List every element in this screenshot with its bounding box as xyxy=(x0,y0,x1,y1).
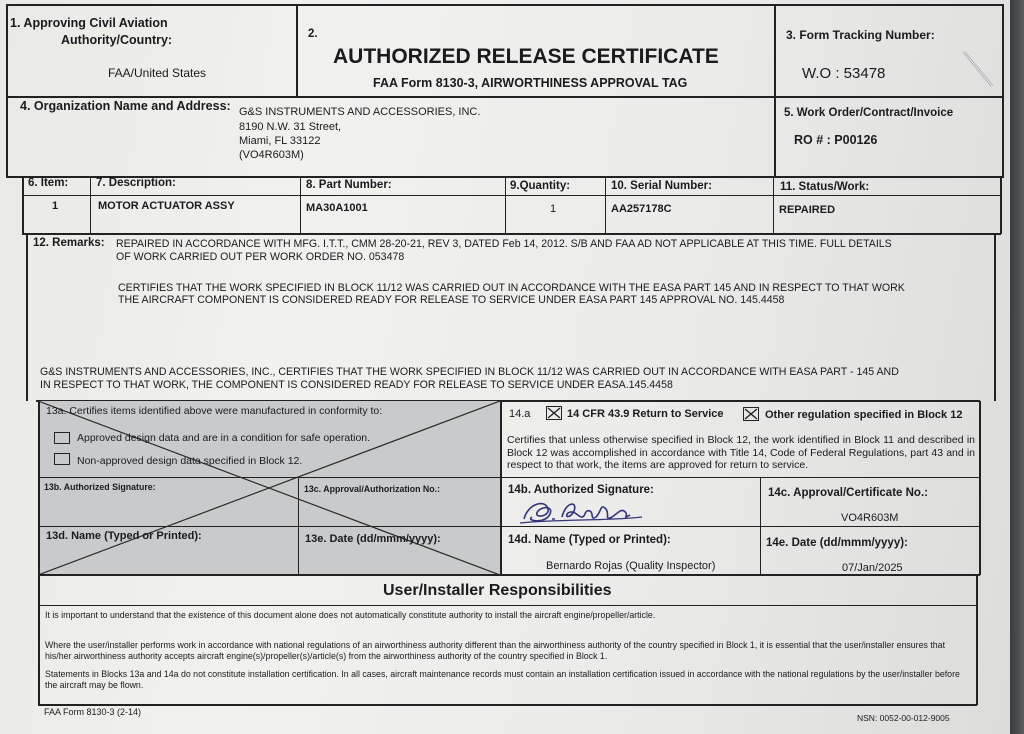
cell-serial-number: AA257178C xyxy=(611,203,672,215)
cell-description: MOTOR ACTUATOR ASSY xyxy=(98,200,235,212)
responsibilities-p1: It is important to understand that the existence of this document alone does not automatically constitute authority to install the aircraft engine/propeller/article. xyxy=(45,610,656,620)
block3-label: 3. Form Tracking Number: xyxy=(786,28,935,42)
org-name: G&S INSTRUMENTS AND ACCESSORIES, INC. xyxy=(239,106,481,118)
items-left xyxy=(22,176,24,234)
items-right xyxy=(1000,176,1002,234)
approved-design-checkbox[interactable] xyxy=(54,432,70,444)
block13d-label: 13d. Name (Typed or Printed): xyxy=(46,530,202,542)
responsibilities-title: User/Installer Responsibilities xyxy=(383,582,612,599)
block1-value: FAA/United States xyxy=(108,66,207,80)
col-div-3 xyxy=(505,176,506,234)
tracking-number: W.O : 53478 xyxy=(802,65,886,82)
remarks-left xyxy=(26,233,28,401)
block1-label-2: Authority/Country: xyxy=(61,33,173,47)
col-div-2 xyxy=(300,176,301,234)
cell-status: REPAIRED xyxy=(779,204,836,216)
block13a-label: 13a. Certifies items identified above were manufactured in conformity to: xyxy=(46,405,383,417)
header-quantity: 9.Quantity: xyxy=(510,180,571,192)
cell-item: 1 xyxy=(52,200,59,212)
cell-part-number: MA30A1001 xyxy=(306,202,368,214)
remark-2b: THE AIRCRAFT COMPONENT IS CONSIDERED READY FOR RELEASE TO SERVICE UNDER EASA PART 145 APPROVAL NO. 145.4458 xyxy=(118,294,785,306)
divider-1-2 xyxy=(296,4,298,96)
items-bottom xyxy=(22,233,1001,235)
nsn-number: NSN: 0052-00-012-9005 xyxy=(857,713,950,723)
header-part-number: 8. Part Number: xyxy=(306,179,392,191)
cfr-43-label: 14 CFR 43.9 Return to Service xyxy=(567,408,724,420)
b14-inner-div xyxy=(760,477,761,575)
block14a-statement: Certifies that unless otherwise specified in Block 12, the work identified in Block 11 and described in Block 12 was accomplished in accordance with Title 14, Code of Federal Regulations, part 43 and in respect to that work, the items are approved for return to service. xyxy=(507,434,975,472)
cfr-43-checkbox[interactable] xyxy=(546,406,562,420)
org-address-2: Miami, FL 33122 xyxy=(239,135,321,147)
block13b-label: 13b. Authorized Signature: xyxy=(44,482,156,492)
cell-quantity: 1 xyxy=(550,203,557,215)
header-status: 11. Status/Work: xyxy=(780,181,870,193)
handwritten-signature xyxy=(518,495,648,529)
block14e-label: 14e. Date (dd/mmm/yyyy): xyxy=(766,537,908,549)
responsibilities-p3: Statements in Blocks 13a and 14a do not constitute installation certification. In all cases, aircraft maintenance records must contain an installation certification issued in accordance with the national regulations by the user/installer before the aircraft may be flown. xyxy=(45,669,960,690)
b14-right xyxy=(979,401,981,575)
approval-certificate-no: VO4R603M xyxy=(841,512,899,524)
approved-design-label: Approved design data and are in a condition for safe operation. xyxy=(77,432,371,444)
b13-b14-div xyxy=(500,401,502,575)
remark-1a: REPAIRED IN ACCORDANCE WITH MFG. I.T.T., CMM 28-20-21, REV 3, DATED Feb 14, 2012. S/B AND FAA AD NOT APPLICABLE AT THIS TIME. FULL DETAILS xyxy=(116,238,892,250)
form-subtitle: FAA Form 8130-3, AIRWORTHINESS APPROVAL TAG xyxy=(373,76,688,90)
header-item: 6. Item: xyxy=(28,177,69,189)
checked-x-icon xyxy=(547,407,563,421)
table-edge xyxy=(1010,0,1024,734)
border-top xyxy=(6,4,1004,6)
block14a-label: 14.a xyxy=(509,408,531,420)
block14c-label: 14c. Approval/Certificate No.: xyxy=(768,487,928,499)
work-order: RO # : P00126 xyxy=(794,133,878,147)
checked-x-icon xyxy=(744,408,760,422)
remark-2a: CERTIFIES THAT THE WORK SPECIFIED IN BLOCK 11/12 WAS CARRIED OUT IN ACCORDANCE WITH THE EASA PART 145 AND IN RESPECT TO THAT WORK xyxy=(118,282,905,294)
block14d-label: 14d. Name (Typed or Printed): xyxy=(508,534,671,546)
non-approved-design-label: Non-approved design data specified in Block 12. xyxy=(77,455,303,467)
form-title: AUTHORIZED RELEASE CERTIFICATE xyxy=(333,45,719,68)
resp-right xyxy=(976,575,978,705)
line-row1-bottom xyxy=(6,96,1004,98)
remark-3b: IN RESPECT TO THAT WORK, THE COMPONENT IS CONSIDERED READY FOR RELEASE TO SERVICE UNDER EASA.145.4458 xyxy=(40,379,673,391)
col-div-4 xyxy=(605,176,606,234)
responsibilities-p2: Where the user/installer performs work in accordance with national regulations of an airworthiness authority different than the airworthiness authority of the country specified in Block 1, it is essential that the user/installer ensures that his/her airworthiness authority accepts aircraft engine(s)/propeller(s)/article(s) from the airworthiness authority of the country specified in Block 1. xyxy=(45,640,946,661)
remarks-label: 12. Remarks: xyxy=(33,237,105,249)
other-regulation-checkbox[interactable] xyxy=(743,407,759,421)
border-right-top xyxy=(1002,4,1004,176)
release-date: 07/Jan/2025 xyxy=(842,562,903,574)
remarks-right xyxy=(994,233,996,401)
col-div-5 xyxy=(773,176,774,234)
org-cert-no: (VO4R603M) xyxy=(239,149,304,161)
header-description: 7. Description: xyxy=(96,177,176,189)
org-address-1: 8190 N.W. 31 Street, xyxy=(239,121,342,133)
col-div-1 xyxy=(90,176,91,234)
block4-label: 4. Organization Name and Address: xyxy=(20,99,231,113)
border-left-top xyxy=(6,4,8,176)
block5-label: 5. Work Order/Contract/Invoice xyxy=(784,107,954,119)
resp-bottom xyxy=(38,704,977,706)
resp-title-line xyxy=(38,605,977,606)
block2-number: 2. xyxy=(308,28,318,40)
pin-icon xyxy=(958,48,998,92)
other-regulation-label: Other regulation specified in Block 12 xyxy=(765,409,963,421)
items-header-line xyxy=(22,195,1001,196)
block13c-label: 13c. Approval/Authorization No.: xyxy=(304,484,441,494)
block13e-label: 13e. Date (dd/mmm/yyyy): xyxy=(305,533,441,545)
block1-label-1: 1. Approving Civil Aviation xyxy=(10,16,168,30)
form-number: FAA Form 8130-3 (2-14) xyxy=(44,707,142,717)
remark-3a: G&S INSTRUMENTS AND ACCESSORIES, INC., CERTIFIES THAT THE WORK SPECIFIED IN BLOCK 11/12 WAS CARRIED OUT IN ACCORDANCE WITH EASA PART - 145 AND xyxy=(40,366,899,378)
remark-1b: OF WORK CARRIED OUT PER WORK ORDER NO. 053478 xyxy=(116,251,405,263)
inspector-name: Bernardo Rojas (Quality Inspector) xyxy=(546,560,716,572)
header-serial-number: 10. Serial Number: xyxy=(611,180,712,192)
block14b-label: 14b. Authorized Signature: xyxy=(508,484,654,496)
resp-left xyxy=(38,575,40,705)
non-approved-design-checkbox[interactable] xyxy=(54,453,70,465)
divider-2-3 xyxy=(774,4,776,176)
